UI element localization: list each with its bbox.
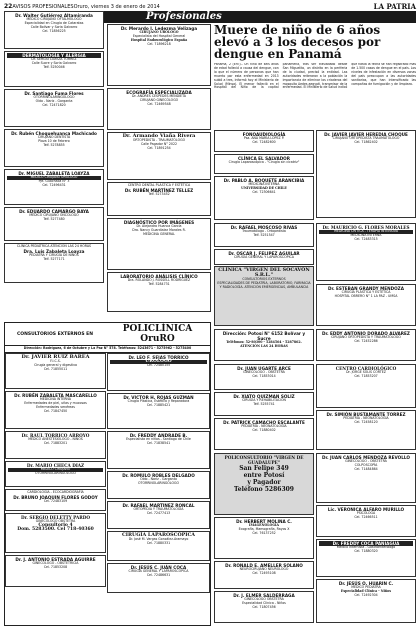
ad-title: Dr. RAUL TORRICO ARROYO	[21, 432, 90, 438]
ad-line: Cel. 72493108	[252, 570, 276, 575]
ad-line: Plaza 10 de Febrero	[38, 138, 70, 143]
ad-line: Cel. 71880402	[252, 427, 276, 432]
ad-line: Oído - Nariz - Garganta	[35, 98, 73, 103]
ad-line: Dr. ANDRES CESPEDES MENDIETA	[132, 94, 186, 98]
ad-a21	[214, 364, 314, 390]
ad-title: Dr. EDDY ANTONIO DORADO ALVAREZ	[322, 331, 410, 336]
ad-line: Cel. 71896218	[147, 41, 171, 46]
ad-line: Cel. 72306641	[252, 189, 276, 194]
ad-line: Dra. ROLANDO J. ROSSELL RODRÍGUEZ	[127, 278, 191, 282]
ad-a5	[4, 169, 104, 205]
ad-line: ORTOPEDIA Y TRAUMATOLOGÍA	[133, 506, 184, 511]
column-right-a	[214, 130, 314, 222]
ad-line: CIRUJANO DENTISTA	[37, 135, 71, 139]
ad-line: Telf. 5255741	[253, 401, 275, 406]
column-clinic	[214, 266, 314, 328]
ad-title: LABORATORIO ANÁLISIS CLÍNICO	[120, 274, 198, 279]
ad-a9	[107, 88, 211, 130]
ad-line: Cel. 71862402	[354, 139, 378, 144]
ad-title: Dr. Merardo I. Ledezma Velizaga	[120, 26, 198, 31]
ad-a23	[214, 418, 314, 450]
ad-line: GINECÓLOGO - OBSTETRA	[345, 459, 387, 463]
ad-line: Cel. 72492304	[354, 592, 378, 597]
ad-title: Dr. JESÚS O. HUARIN C.	[338, 581, 394, 586]
ad-line: Oído - Nariz - Garganta	[140, 476, 177, 481]
ad-line: Cel. 71855011	[43, 366, 68, 371]
ad-a14	[214, 130, 314, 152]
ad-title: CENTRO CARDIOLÓGICO	[335, 366, 397, 371]
ad-line: Cel. 71853014	[252, 373, 276, 378]
ad-title: Dr. SIMIÓN BUSTAMANTE TORREZ	[326, 412, 406, 417]
ad-title: Dirección: Potosí N° 6152 Bolívar y Sucre	[222, 331, 306, 341]
ad-line: Cel. 71853208	[43, 564, 68, 569]
ad-a18	[214, 249, 314, 265]
ad-line: GINECÓLOGO OBSTETRA	[35, 518, 76, 523]
ad-a34	[316, 453, 416, 503]
ad-a45	[5, 513, 106, 553]
ad-line: PEDIATRÍA - NEONATOLOGÍA	[343, 416, 389, 420]
ad-title: Dra. Luis Zabaleta Loayza	[23, 248, 85, 254]
ad-line: MÉDICO CIRUJANO OFTALMÓLOGO	[26, 17, 82, 21]
column-right-j	[316, 453, 416, 625]
section-label: AVISOS PROFESIONALES	[12, 3, 74, 10]
ad-line: Y RADIOLOGÍA. ATENCIÓN EMERGENCIAS, AMBULANCIA	[219, 284, 309, 289]
ad-line: Cel. 71883201	[43, 440, 68, 445]
ad-line: GINECÓLOGO - OBSTETRICIA	[32, 560, 79, 565]
ad-title: Dr. MAURICIO G. FLORES MORALES	[322, 225, 410, 230]
ad-a51	[107, 501, 210, 529]
ad-line: UNIVERSIDAD DE CHILE	[241, 185, 287, 190]
ad-line: GINECÓLOGO OBSTETRA	[244, 597, 284, 601]
ad-line: Consultorio 4	[38, 522, 73, 528]
ad-a29	[316, 223, 416, 281]
ad-title: Dr. RAFAEL MARTINEZ RONCAL	[122, 502, 195, 508]
ad-line: MÉDICO CIRUJANO UROLOGO	[7, 176, 101, 180]
ad-a42	[5, 431, 106, 459]
ad-a43	[5, 461, 106, 487]
ad-line: Cirugía Plástica, Estética y Reparadora	[127, 398, 190, 403]
ad-title: POLICONSULTORIO "VIRGEN DE GUADALUPE"	[224, 455, 304, 465]
ad-a32	[316, 364, 416, 408]
ad-line: ATENCIÓN LAS 24 HORAS	[240, 343, 288, 348]
ad-line: Dr. Alejandro Huanca García	[136, 224, 182, 228]
ad-line: CIRUGÍA GENERAL Y LAPAROSCÓPICA	[234, 255, 294, 259]
ad-a2	[4, 51, 104, 87]
ad-line: F.I.C.S.	[50, 358, 61, 363]
ad-line: Cel. 72486631	[146, 572, 171, 577]
column-right-f	[316, 329, 416, 363]
ad-title: Dr. SERGIO DELETTY PARDO	[20, 514, 91, 520]
ad-a37	[316, 579, 416, 623]
ad-line: entre Potosí	[243, 472, 285, 479]
ad-title: CLÍNICA EL SALVADOR	[238, 156, 290, 161]
ad-title: Dr. OSCAR J. FELIPEZ AGUILAR	[228, 251, 300, 256]
ad-a25	[214, 517, 314, 559]
column-mid-top	[107, 24, 211, 320]
ad-title: Dr. FREDDY COCA PANIAGUA	[319, 541, 413, 546]
ad-line: HOSPITAL OBRERO N° 1 LA PAZ - UMSA	[334, 293, 398, 298]
ad-title: Dr. Santiago Fuma Flores	[24, 91, 84, 96]
ad-line: CIRUGÍA PLÁSTICA Y ESTÉTICA	[341, 290, 391, 294]
ad-a52	[107, 531, 210, 561]
ad-title: Dr. VICTOR H. ROJAS GUZMAN	[123, 394, 194, 400]
ad-line: MEDICINA GENERAL	[143, 231, 175, 236]
ad-line: Cel. 72483109	[43, 498, 68, 503]
consultorios-label: CONSULTORIOS EXTERNOS EN	[17, 331, 93, 337]
ad-line: IMAGENOLOGÍA	[248, 523, 280, 527]
ad-a19	[214, 266, 314, 326]
ad-title: Dr. ROMULO ROBLES DELGADO	[122, 472, 195, 478]
ad-title: CLÍNICA "VIRGEN DEL SOCAVÓN S.R.L."	[218, 267, 310, 278]
ad-a20	[214, 329, 314, 361]
ad-a22	[214, 392, 314, 416]
column-clinic-address	[214, 329, 314, 363]
ad-line: Cel. 71807456	[252, 604, 276, 609]
column-right-e	[316, 284, 416, 328]
ad-line: Especialidad Clínica - Niños	[242, 600, 286, 605]
ad-title: Dr. J. ELMER SALDERRAGA	[233, 593, 295, 598]
ad-line: Especialista en niños - Santiago de Chile	[126, 436, 191, 441]
ad-line: Hospital Endourológico España	[130, 37, 188, 42]
section-banner: Profesionales	[104, 11, 416, 23]
ad-line: ORTOPEDISTA - TRAUMATÓLOGO	[132, 138, 186, 142]
ad-title: Dr. MIGUEL ZABALETA LOAYZA	[18, 171, 90, 176]
ad-line: PSICÓLOGA	[356, 511, 376, 515]
ad-title: Dr. FREDDY ANDRADE B.	[129, 432, 188, 438]
ad-line: Telf. 5273452	[148, 191, 170, 196]
ad-a49	[107, 431, 210, 469]
ad-title: Dr. RUBÉN MARTÍNEZ TELLEZ	[124, 187, 194, 193]
ad-line: Cel. 72483315	[354, 236, 378, 241]
ad-a35	[316, 505, 416, 537]
ad-a11	[107, 182, 211, 216]
ad-a3	[4, 89, 104, 127]
ad-a24	[214, 453, 314, 515]
ad-line: Cel. 72477413	[146, 510, 171, 515]
ad-a6	[4, 207, 104, 241]
ad-title: Dr. MARIO CHECA DIAZ	[26, 462, 85, 468]
ad-line: COLPOSCOPÍA	[354, 462, 378, 467]
ad-line: Cel. 71880331	[146, 540, 171, 545]
ad-line: Teléfono 5286309	[234, 486, 294, 493]
ad-title: Dr. XIATO QUIZMAN SOLIZ	[233, 394, 295, 399]
ad-line: MÉDICO CIRUJANO	[8, 468, 103, 472]
ad-line: Cel. 71853207	[354, 373, 378, 378]
ad-title: Dr. EDUARDO CAMARGO BAYA	[19, 209, 89, 214]
ad-line: CARDIOLOGÍA - ECOCARDIOGRAFÍA	[27, 489, 84, 494]
ad-a28	[316, 130, 416, 218]
ad-line: CONSULTORIOS EXTERNOS	[242, 277, 286, 281]
ad-line: CLÍNICA PEDIÁTRICA ATENCIÓN LAS 24 HORAS	[16, 244, 92, 248]
ad-title: Dr. Armando Viaña Rivera	[122, 133, 196, 139]
ad-line: CIRUJANO GINECÓLOGO	[139, 97, 179, 102]
ad-line: OTORRINOLARINGÓLOGO	[33, 95, 75, 99]
ad-line: Cel. 72482600	[252, 139, 276, 144]
ad-line: Calle Bolívar y Soria Galvarro	[30, 24, 78, 29]
ad-title: Dr. PATRICK CAMACHO ESCALANTE	[223, 420, 305, 425]
ad-a10	[107, 132, 211, 180]
ad-line: Telf. 5284731	[148, 281, 170, 286]
ad-line: ESPECIALIDADES DE PEDIATRÍA, LABORATORIO, FARMACIA	[217, 280, 311, 285]
ad-line: Cel. 72458120	[354, 419, 378, 424]
ad-title: Dr. ESTEBAN GRANDY MENDOZA	[328, 286, 404, 291]
ad-title: Dr. PABLO A. BOQUETE ARANCIBIA	[223, 178, 305, 183]
column-right-h	[316, 364, 416, 452]
ad-a53	[107, 563, 210, 593]
ad-line: CIRUJANO ORTOPEDISTA TRAUMATÓLOGO	[332, 136, 400, 140]
ad-title: Dr. J. ANTONIO ESTRADA AGUIRRE	[15, 556, 96, 562]
ad-title: Dr. JESÚS C. JUÁN COCA	[130, 564, 187, 570]
news-article	[214, 24, 416, 128]
ad-line: Cel. 71885421	[146, 402, 171, 407]
policlinica-left	[5, 353, 106, 595]
ad-title: Dr. BRUNO JOAQUIN FLORES GODOY	[13, 494, 98, 500]
ad-title: Dr. RAFAEL MOSCOSO RIVAS	[230, 225, 298, 230]
ad-line: Dr. José M. Vargas González-Aramayo	[128, 536, 189, 541]
ad-line: MÉDICO CIRUJANO ONCÓLOGO	[29, 213, 79, 217]
policlinica-address: Dirección: Rodríguez, 6 de Octubre y La Paz N° 578. Teléfonos: 5243671 - 5275962 - 5275400	[5, 346, 210, 353]
ad-a36	[316, 539, 416, 577]
ad-line: Calle Sucre y Soria Galvarro	[31, 60, 77, 65]
ad-line: Cirugía general y digestiva	[34, 362, 77, 367]
ad-line: Cirugía Laparoscópica - "Cirugía sin cicatriz"	[228, 160, 300, 164]
ad-title: FONOAUDIOLOGÍA	[242, 132, 286, 137]
ad-a27	[214, 591, 314, 623]
ad-line: MEDICINA CRÍTICA - TERAPIA INTENSIVA	[319, 230, 413, 234]
ad-line: Telf. 5251547	[253, 232, 275, 237]
policlinica-title: POLICLÍNICA OruRO	[122, 324, 193, 344]
ad-line: Dra. Nancy Guardialez Morales R.	[132, 227, 186, 232]
page-header	[4, 2, 416, 11]
ad-title: DERMATOLOGÍA Y ALERGIA	[7, 53, 101, 58]
ad-line: Cel. 71847450	[43, 408, 68, 413]
ad-line: Dr. SERGIO LOAYZA TORREZ	[31, 57, 77, 61]
ad-a12	[107, 218, 211, 270]
ad-line: Dr. JORGE SOLIS CORTEZ	[346, 370, 386, 374]
ad-line: Médico Internista - Gastroenterólogo	[336, 545, 396, 549]
ad-a41	[5, 391, 106, 429]
column-right-b	[316, 130, 416, 222]
ad-a8	[107, 24, 211, 86]
page-date: Oruro, viernes 3 de enero de 2014	[73, 3, 160, 10]
ad-line: Cel. 72480155	[146, 362, 171, 367]
news-headline: Muere de niño de 6 años elevó a 3 los decesos por dengue en Panamá	[214, 24, 381, 61]
ad-line: CENTRO DENTAL PLÁSTICA Y ESTÉTICA	[127, 183, 191, 187]
ad-line: Psa. ANA MARÍA LOPEZ P.	[243, 136, 285, 140]
ad-line: Dom. 5283500. Cel 718-40360	[17, 526, 94, 532]
ad-line: PEDIATRÍA - NEONATOLOGÍA	[241, 424, 287, 428]
ad-title: Dr. Rubén Choquehuanca Machicado	[11, 131, 97, 136]
ad-line: CIRUJANO UROLOGO	[139, 30, 179, 34]
ad-title: Dr. JUAN CARLOS MENDOZA REVOLLO	[322, 455, 410, 460]
ad-line: Cel. 71891254	[147, 145, 171, 150]
ad-line: UROLOGO	[110, 360, 207, 364]
policlinica-right	[107, 353, 210, 595]
ad-line: PEDIATRA Y CIRUGÍA DE NIÑOS	[29, 252, 79, 257]
ad-line: OTORRINOLARINGÓLOGO	[138, 480, 179, 485]
ad-line: MEDICINA INTERNA	[350, 232, 382, 237]
ad-line: Enfermedades de piel, uñas y mucosas	[24, 400, 87, 405]
news-body: Panamá, 2 (EFE).- Un niño de seis años de edad falleció a causa del dengue, con lo que el número de personas que han muerto por esta enfermedad en 2013 subió a tres, informó hoy el Ministerio de Salud (Minsa). El menor falleció en el Hospital del Niño de la capital panameña, tras ser trasladado desde San Miguelito, un distrito en la periferia de la ciudad, precisó la entidad. Las autoridades reiteraron a la población la importancia de eliminar los criaderos del mosquito Aedes aegypti, transmisor de la enfermedad. El Ministerio de Salud indicó que hasta la fecha se han registrado más de 1.500 casos de dengue en el país. Los niveles de infestación en diversas zonas del país preocupan a las autoridades sanitarias, que han intensificado las campañas de fumigación y de limpieza.	[214, 63, 416, 90]
ad-line: Cel. 71856225	[42, 28, 66, 33]
ad-line: GINECÓLOGO - OBSTETRA	[243, 370, 285, 374]
ad-line: Traumatólogo - Ortopedista	[242, 229, 286, 233]
ad-line: Cel. 72471820	[42, 102, 66, 107]
ad-line: Telf. 5277171	[43, 256, 65, 261]
ad-a30	[316, 284, 416, 326]
ad-line: Especialista del Hospital General	[132, 33, 186, 38]
ad-line: Cel. 72466511	[354, 514, 378, 519]
ad-line: Calle Pagador N° 2022	[140, 141, 178, 146]
ad-line: MÉDICO PEDIATRA	[351, 585, 381, 589]
ad-a13	[107, 272, 211, 312]
ad-line: Cel. 71838541	[146, 440, 171, 445]
ad-line: Cel. 71484864	[354, 466, 378, 471]
ad-title: Dr. HERBERT MOLINA C.	[236, 519, 292, 524]
ad-line: MEDICINA INTERNA	[40, 396, 71, 401]
ad-a44	[5, 489, 106, 511]
ad-title: Dr. JAVIER RUIZ BAREA	[21, 353, 90, 360]
ad-line: Especialidad Clínica - Niños	[340, 588, 392, 593]
ad-line: Pje. Guachalla N° 3	[38, 178, 70, 183]
ad-a15	[214, 154, 314, 174]
ad-a46	[5, 555, 106, 587]
ad-line: Ecografía, Mamografía, Rayos X	[238, 526, 290, 531]
policlinica-block	[4, 322, 211, 626]
ad-title: Dr. Walter Gutiérrez Altamiranda	[15, 13, 93, 18]
column-right-c	[214, 223, 314, 265]
ad-line: Telf. 5277480	[43, 216, 65, 221]
ad-line: CIRUJANO ORTOPEDISTA Y TRAUMATÓLOGO	[331, 335, 401, 339]
ad-a47	[107, 353, 210, 391]
ad-a17	[214, 223, 314, 247]
ad-a1	[4, 11, 104, 49]
ad-title: Lic. VERONICA ALFARO MURILLO	[327, 507, 405, 512]
ad-line: CIRUGÍA Y REHABILITACIÓN	[242, 398, 286, 402]
policlinica-header	[5, 323, 210, 346]
ad-line: Enfermedades venéreas	[36, 404, 75, 409]
ad-title: CIRUGÍA LAPAROSCÓPICA	[121, 531, 196, 538]
ad-line: Cel. 76137252	[252, 530, 276, 535]
ad-a7	[4, 243, 104, 283]
ad-title: Dr. RUBÉN ZABALETA MASCARELLO	[14, 392, 97, 398]
ad-line: MEDICINA INTERNA	[248, 182, 280, 186]
ad-line: Teléfonos: 52-80300 - 5284564 - 5287862.	[226, 340, 302, 344]
ad-line: OTORRINOLARINGÓLOGO	[35, 470, 76, 475]
ad-line: y Pagador	[247, 479, 281, 486]
ad-a48	[107, 393, 210, 429]
column-right-i	[214, 453, 314, 625]
ad-title: ECOGRAFÍA ESPECIALIZADA	[126, 90, 192, 95]
ad-title: DIAGNÓSTICO POR IMÁGENES	[123, 220, 195, 225]
ad-title: Dr. RONALD E. AMELLER SOLANO	[225, 563, 303, 568]
ad-line: MÉDICO ANESTESIÓLOGO - NIÑOS	[28, 436, 83, 441]
ad-line: Telf. 5250046	[43, 64, 65, 69]
ad-line: CIRUGÍA GENERAL Y LAPAROSCÓPICA	[128, 568, 189, 573]
ad-title: Dr. LEO F. SEJAS TORRICO	[128, 354, 189, 360]
ad-line: Cel. 72469548	[147, 101, 171, 106]
ad-a26	[214, 561, 314, 589]
ad-a16	[214, 176, 314, 220]
ad-line: Cel. 72452286	[354, 338, 378, 343]
ad-title: Dr. JAVIER JAVIER HEREDIA CHOQUE	[324, 132, 408, 137]
ad-line: Cel. 71880320	[354, 548, 378, 553]
column-right-d	[316, 223, 416, 283]
ad-line: Telf. 5278855	[43, 142, 65, 147]
ad-a33	[316, 410, 416, 450]
ad-line: Cel. 72496431	[42, 182, 66, 187]
newspaper-brand: LA PATRIA	[373, 2, 416, 11]
column-right-g	[214, 364, 314, 452]
ad-a31	[316, 329, 416, 361]
column-left-top	[4, 11, 104, 311]
ad-a4	[4, 129, 104, 167]
ad-line: NEUROCIRUJANO NEURÓLOGO	[239, 567, 289, 571]
ad-line: Especialidad en Cirugía de Cataratas	[24, 20, 84, 25]
ad-a50	[107, 471, 210, 499]
page-number: 22	[4, 3, 13, 10]
ad-line: San Felipe 349	[239, 465, 289, 472]
ad-a40	[5, 353, 106, 389]
ad-title: Dr. JUAN UGARTE ARCE	[237, 366, 291, 371]
